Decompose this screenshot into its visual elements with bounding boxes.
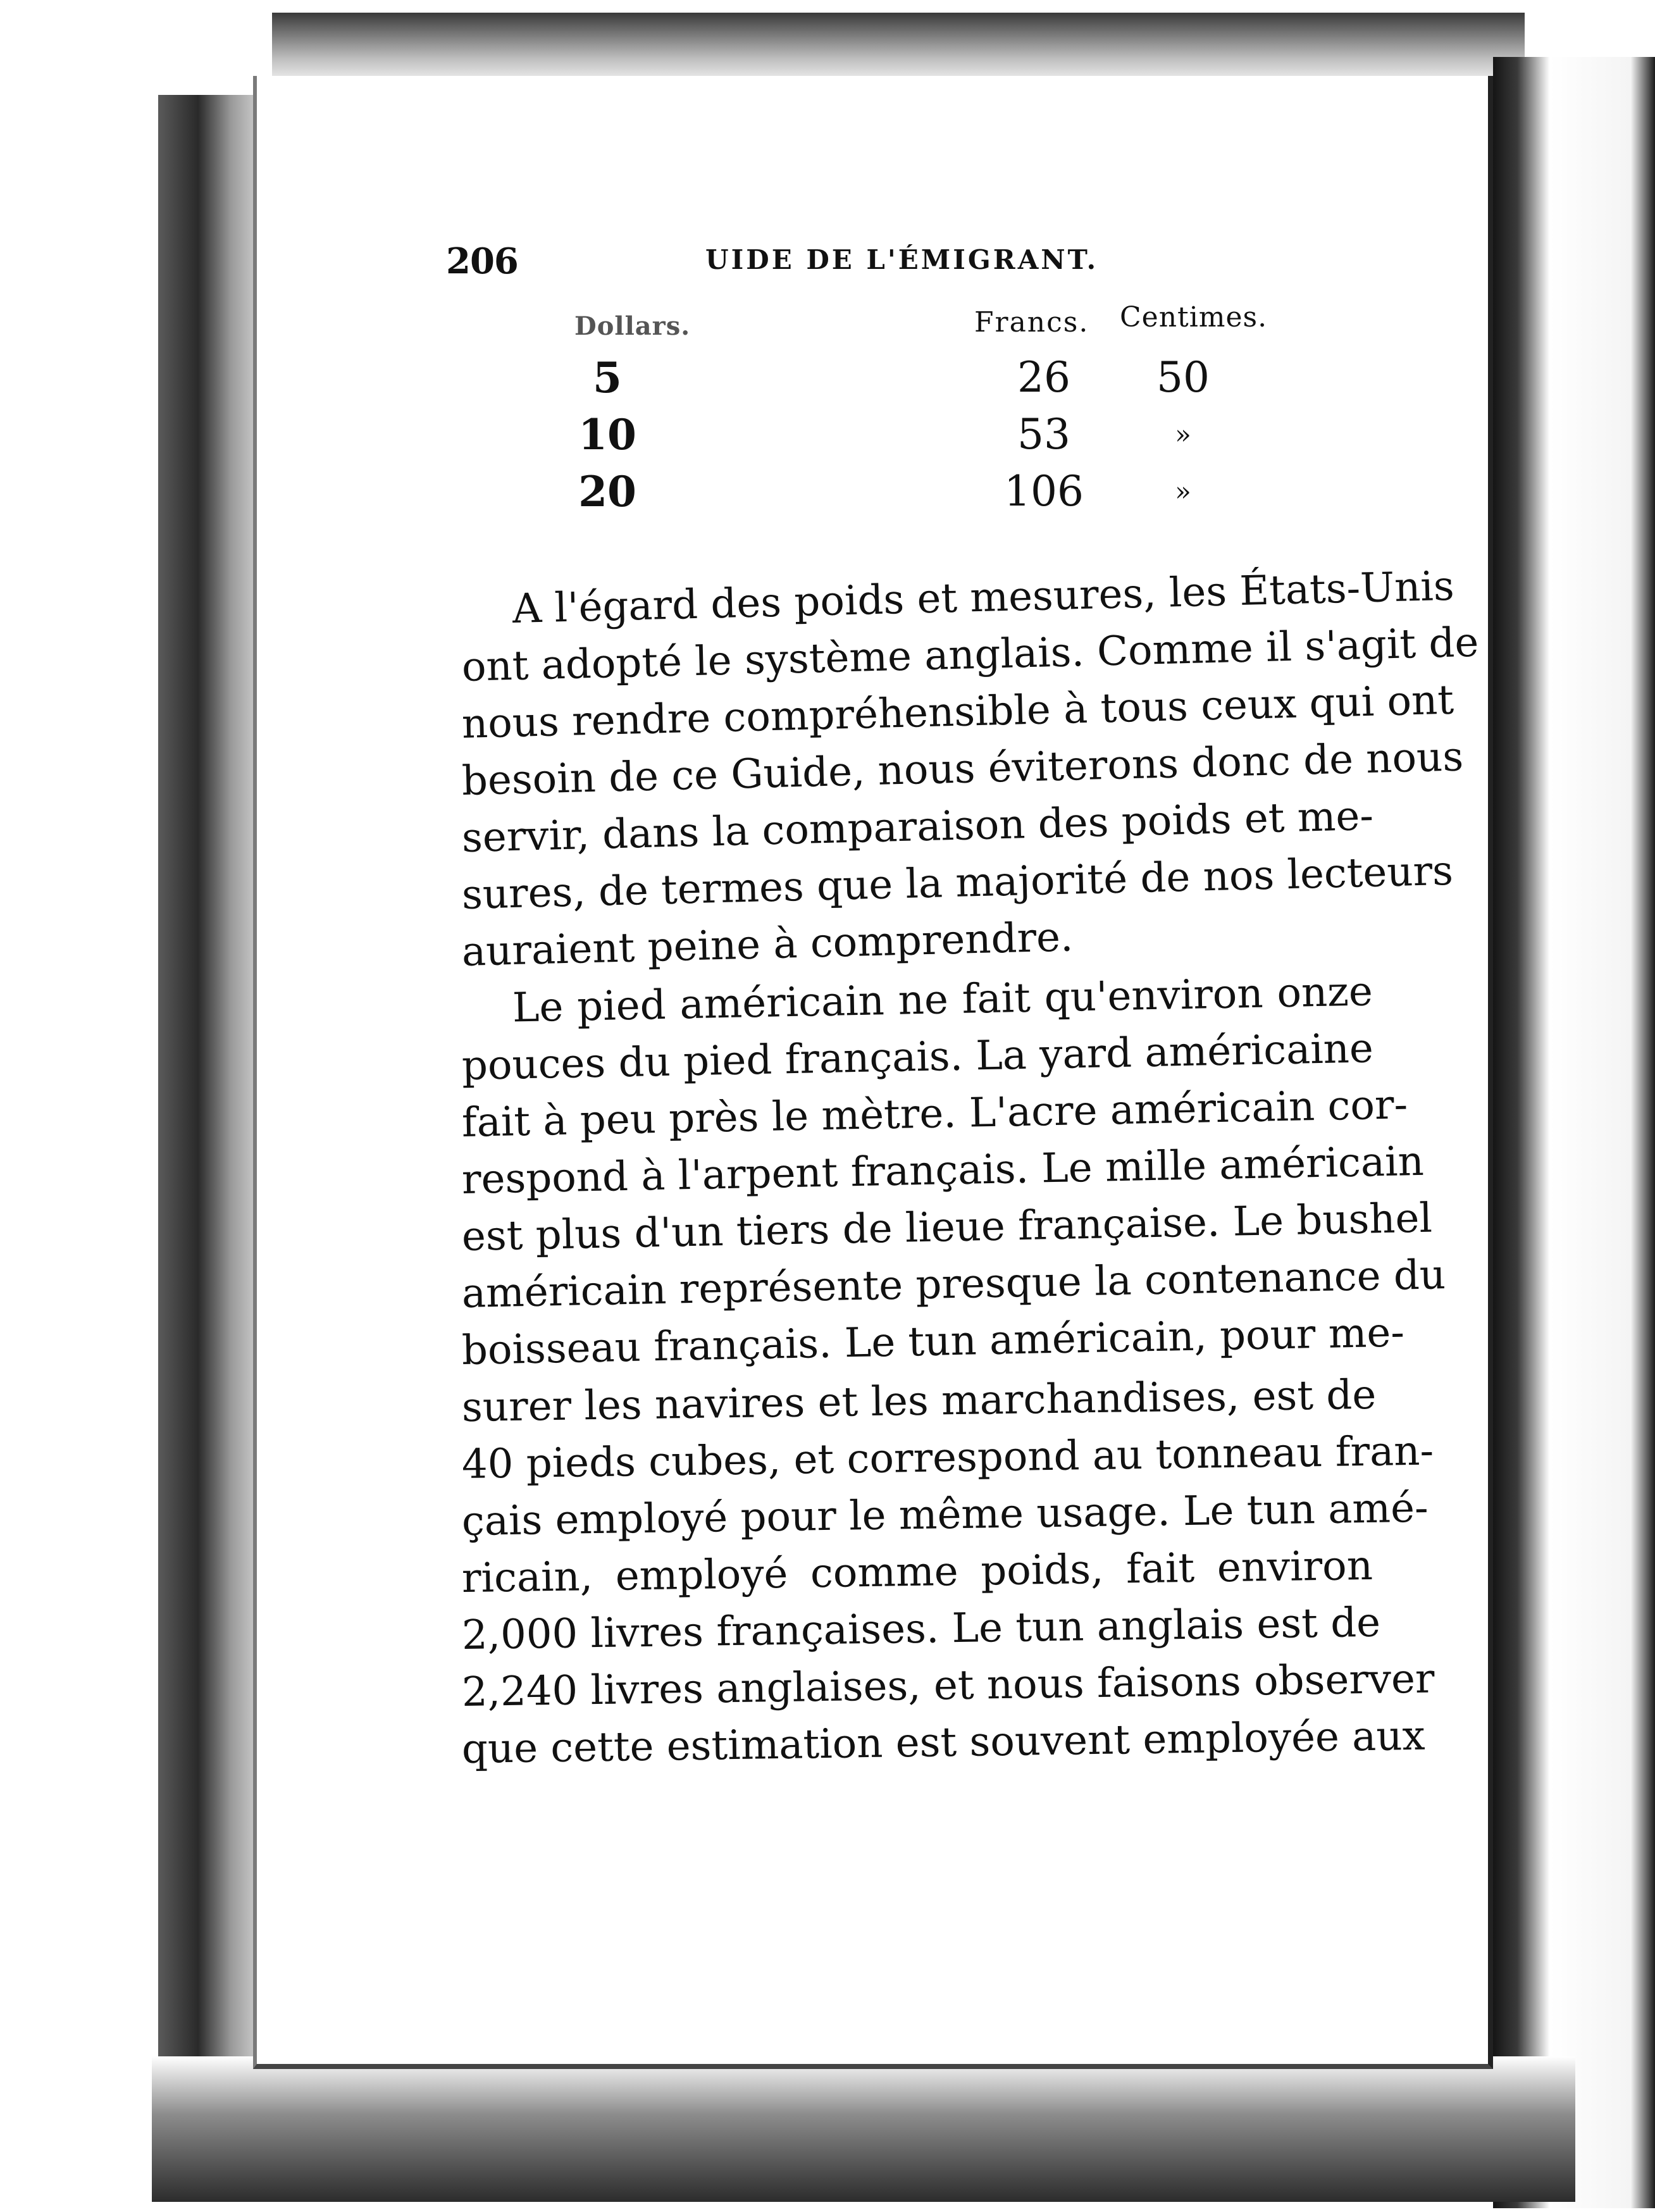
text-line: que cette estimation est souvent employée aux [461, 1712, 1426, 1773]
text-line: est plus d'un tiers de lieue française. Le bushel [461, 1195, 1433, 1260]
table-cell-centimes: 50 [1156, 353, 1210, 402]
text-line: respond à l'arpent français. Le mille américain [461, 1138, 1425, 1203]
text-line: fait à peu près le mètre. L'acre américain cor- [461, 1081, 1408, 1146]
text-line: nous rendre compréhensible à tous ceux qui ont [461, 676, 1454, 748]
text-line: surer les navires et les marchandises, est de [461, 1371, 1377, 1431]
text-line: 2,000 livres françaises. Le tun anglais est de [461, 1599, 1381, 1659]
currency-conversion-table [544, 297, 1284, 550]
text-line: besoin de ce Guide, nous éviterons donc de nous [461, 733, 1464, 805]
text-line: pouces du pied français. La yard américaine [461, 1025, 1374, 1090]
body-text [461, 562, 1480, 1778]
table-cell-francs: 26 [1017, 353, 1070, 402]
page-number: 206 [446, 240, 518, 282]
text-line: auraient peine à comprendre. [461, 914, 1074, 976]
running-head [446, 240, 1268, 285]
table-cell-centimes: » [1175, 419, 1191, 450]
running-title: UIDE DE L'ÉMIGRANT. [705, 244, 1099, 275]
text-line: ricain, employé comme poids, fait environ [461, 1542, 1373, 1602]
text-line: A l'égard des poids et mesures, les États-Unis [512, 562, 1455, 633]
text-line: servir, dans la comparaison des poids et me- [461, 792, 1374, 862]
text-line: 40 pieds cubes, et correspond au tonneau fran- [461, 1427, 1434, 1488]
facing-page-edge [1493, 57, 1655, 2208]
table-cell-dollars: 10 [578, 410, 636, 459]
table-cell-francs: 106 [1004, 467, 1084, 516]
text-line: boisseau français. Le tun américain, pour me- [461, 1309, 1405, 1374]
book-bottom-edge [152, 2056, 1575, 2202]
table-cell-dollars: 5 [593, 353, 622, 402]
text-line: Le pied américain ne fait qu'environ onze [512, 968, 1373, 1032]
text-line: 2,240 livres anglaises, et nous faisons observer [461, 1655, 1435, 1716]
table-cell-dollars: 20 [578, 467, 636, 516]
column-header-centimes: Centimes. [1120, 301, 1268, 333]
column-header-francs: Francs. [974, 306, 1089, 339]
table-cell-francs: 53 [1017, 410, 1070, 459]
column-header-dollars: Dollars. [574, 311, 691, 341]
text-line: sures, de termes que la majorité de nos lecteurs [461, 847, 1454, 919]
table-cell-centimes: » [1175, 476, 1191, 507]
text-line: américain représente presque la contenance du [461, 1252, 1446, 1317]
text-line: çais employé pour le même usage. Le tun amé- [461, 1484, 1429, 1545]
text-line: ont adopté le système anglais. Comme il s'agit de [461, 619, 1480, 691]
